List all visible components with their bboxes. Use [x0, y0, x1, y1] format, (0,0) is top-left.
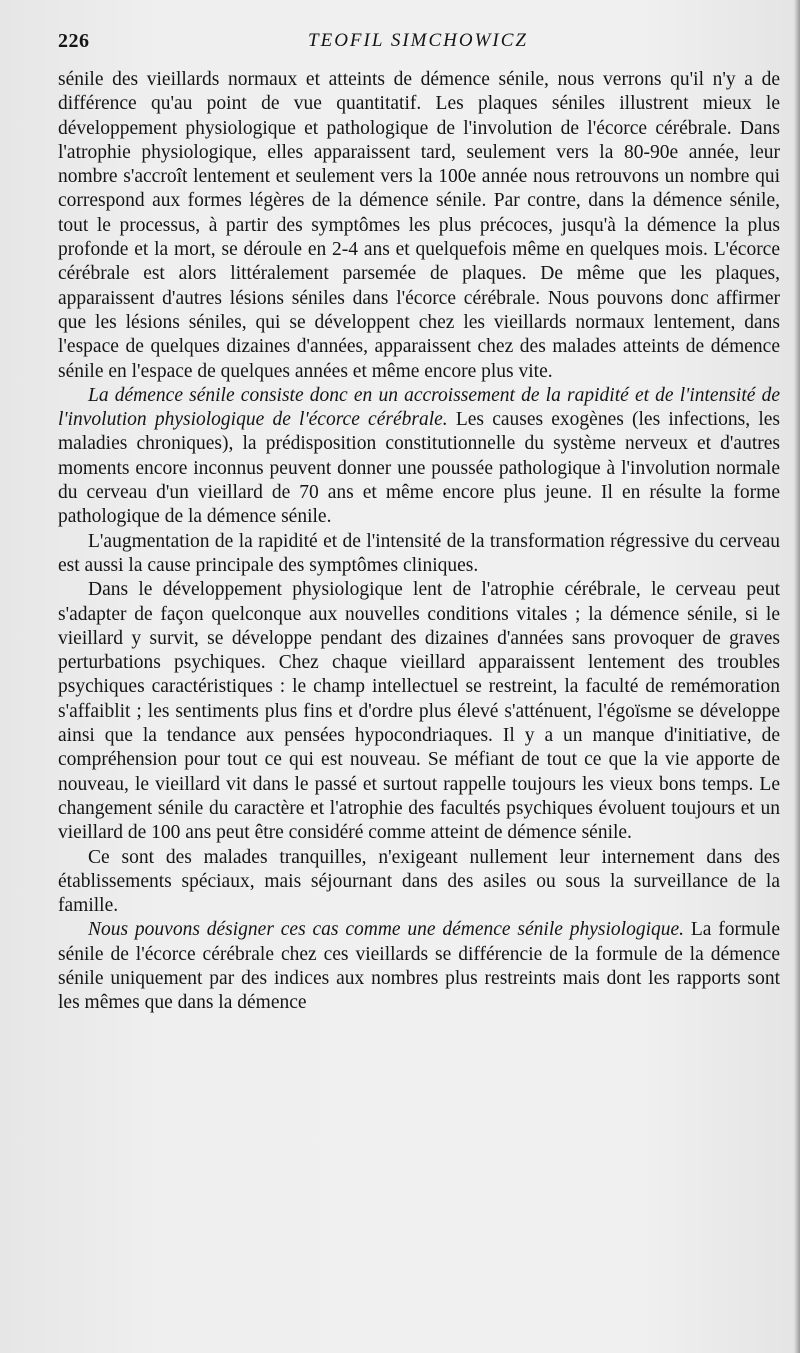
paragraph-4-text: Dans le développement physiologique lent de l'atrophie cérébrale, le cerveau peut s'adapter de façon quelconque aux nouvelles conditions vitales ; la démence sénile, si le vieillard y survit, se développe pendant des dizaines d'années sans provoquer de graves perturbations psychiques. Chez chaque vieillard apparaissent lentement des troubles psychiques caractéristiques : le champ intellectuel se restreint, la faculté de remémoration s'affaiblit ; les sentiments plus fins et d'ordre plus élevé s'atténuent, l'égoïsme se développe ainsi que la tendance aux pensées hypocondriaques. Il y a un manque d'initiative, de compréhension pour tout ce qui est nouveau. Se méfiant de tout ce que la vie apporte de nouveau, le vieillard vit dans le passé et surtout rappelle toujours les vieux bons temps. Le changement sénile du caractère et l'atrophie des facultés psychiques évoluent toujours et un vieillard de 100 ans peut être considéré comme atteint de démence sénile.: [58, 579, 780, 844]
paragraph-1-text: sénile des vieillards normaux et atteints de démence sénile, nous verrons qu'il n'y a de différence qu'au point de vue quantitatif. Les plaques séniles illustrent mieux le développement physiologique et pathologique de l'involution de l'écorce cérébrale. Dans l'atrophie physiologique, elles apparaissent tard, seulement vers la 80-90e année, leur nombre s'accroît lentement et seulement vers la 100e année nous retrouvons un nombre qui correspond aux formes légères de la démence sénile. Par contre, dans la démence sénile, tout le processus, à partir des symptômes les plus précoces, jusqu'à la démence la plus profonde et la mort, se déroule en 2-4 ans et quelquefois même en quelques mois. L'écorce cérébrale est alors littéralement parsemée de plaques. De même que les plaques, apparaissent d'autres lésions séniles dans l'écorce cérébrale. Nous pouvons donc affirmer que les lésions séniles, qui se développent chez les vieillards normaux lentement, dans l'espace de quelques dizaines d'années, apparaissent chez des malades atteints de démence sénile en l'espace de quelques années et même encore plus vite.: [58, 69, 780, 382]
paragraph-2-italic-lead: La démence sénile consiste donc en un accroissement de la rapidité et de l'intensité de l'involution physiologique de l'écorce cérébrale.: [58, 384, 780, 431]
paragraph-6-italic-lead: Nous pouvons désigner ces cas comme une démence sénile physiologique.: [88, 919, 685, 941]
page-header: [58, 30, 778, 60]
page-number: 226: [58, 30, 90, 52]
paragraph-6-text: La formule sénile de l'écorce cérébrale chez ces vieillards se différencie de la formule de la démence sénile uniquement par des indices aux nombres plus restreints mais dont les rapports sont les mêmes que dans la démence: [58, 919, 781, 1014]
paragraph-5-text: Ce sont des malades tranquilles, n'exigeant nullement leur internement dans des établissements spéciaux, mais séjournant dans des asiles ou sous la surveillance de la famille.: [58, 846, 780, 917]
paragraph-3: [58, 530, 780, 579]
paragraph-2: [58, 384, 780, 530]
running-title: TEOFIL SIMCHOWICZ: [308, 30, 528, 51]
paragraph-6: [58, 918, 780, 1015]
paragraph-4: [58, 578, 780, 845]
paragraph-3-text: L'augmentation de la rapidité et de l'intensité de la transformation régressive du cerveau est aussi la cause principale des symptômes cliniques.: [58, 530, 780, 576]
page-edge-shadow: [794, 0, 800, 1353]
paragraph-1: [58, 68, 780, 384]
paragraph-2-text: Les causes exogènes (les infections, les maladies chroniques), la prédisposition constitutionnelle du système nerveux et d'autres moments encore inconnus peuvent donner une poussée pathologique à l'involution normale du cerveau d'un vieillard de 70 ans et même encore plus jeune. Il en résulte la forme pathologique de la démence sénile.: [58, 409, 780, 528]
paragraph-5: [58, 846, 780, 919]
body-text: [58, 68, 780, 1016]
